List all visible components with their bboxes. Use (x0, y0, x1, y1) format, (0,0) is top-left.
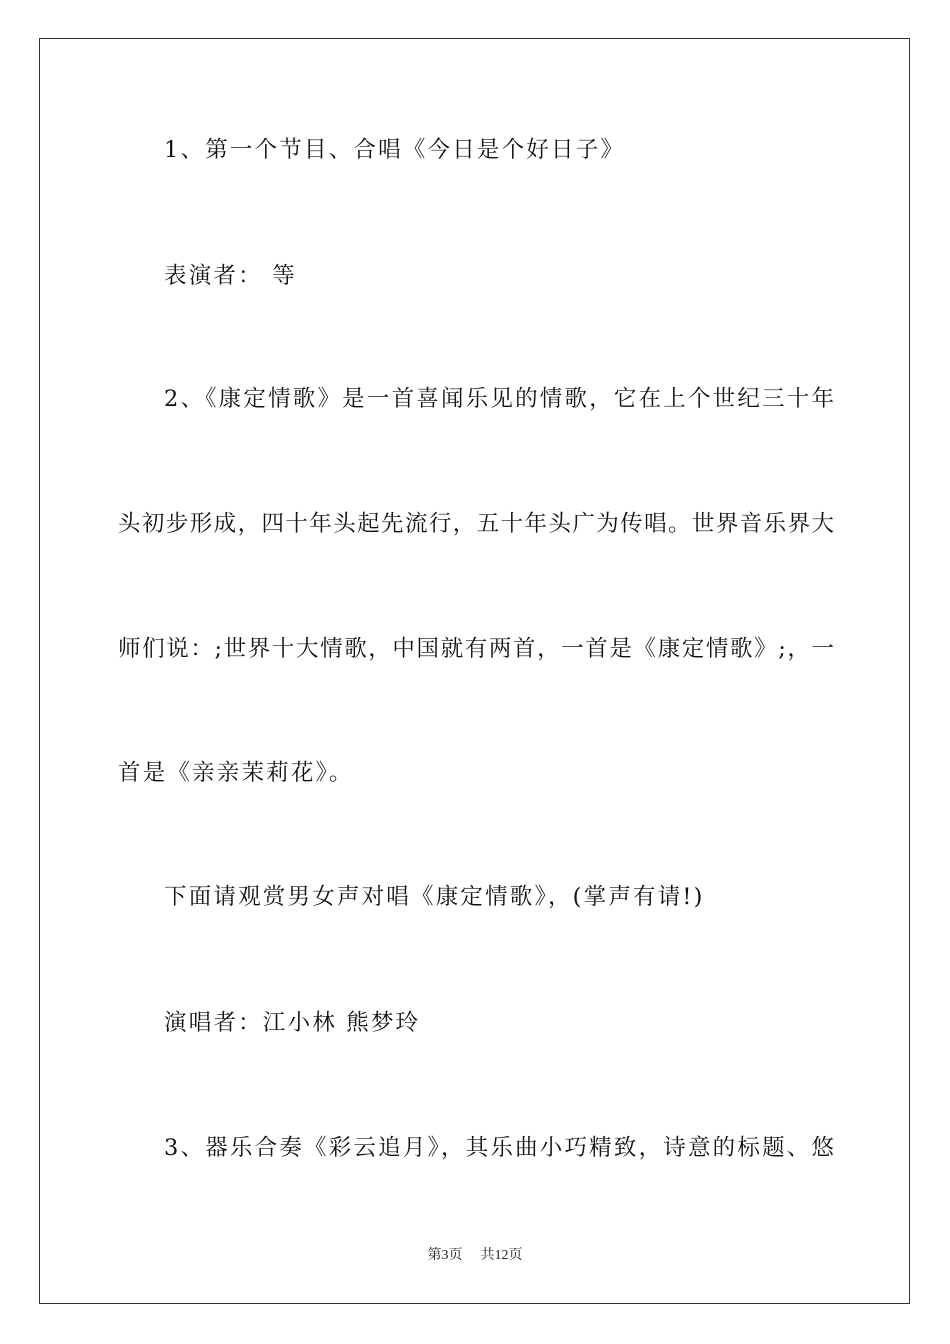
program-item-2-line-1: 2、《康定情歌》是一首喜闻乐见的情歌，它在上个世纪三十年 (164, 386, 834, 412)
page-frame (39, 38, 910, 1304)
program-item-3-line-1: 3、器乐合奏《彩云追月》，其乐曲小巧精致，诗意的标题、悠 (164, 1135, 834, 1161)
performer-line-2: 演唱者：江小林 熊梦玲 (164, 1010, 421, 1036)
page-number: 第3页 (427, 1248, 463, 1263)
program-item-2-line-2: 头初步形成，四十年头起先流行，五十年头广为传唱。世界音乐界大 (118, 511, 834, 537)
program-item-1: 1、第一个节目、合唱《今日是个好日子》 (164, 137, 626, 163)
program-item-2-line-4: 首是《亲亲茉莉花》。 (118, 760, 354, 786)
page-total: 共12页 (480, 1248, 523, 1263)
page-footer (0, 1247, 950, 1265)
invitation-line: 下面请观赏男女声对唱《康定情歌》，(掌声有请!) (164, 884, 705, 910)
program-item-2-line-3: 师们说：;世界十大情歌，中国就有两首，一首是《康定情歌》;，一 (118, 636, 834, 662)
performer-line-1: 表演者： 等 (164, 263, 297, 289)
